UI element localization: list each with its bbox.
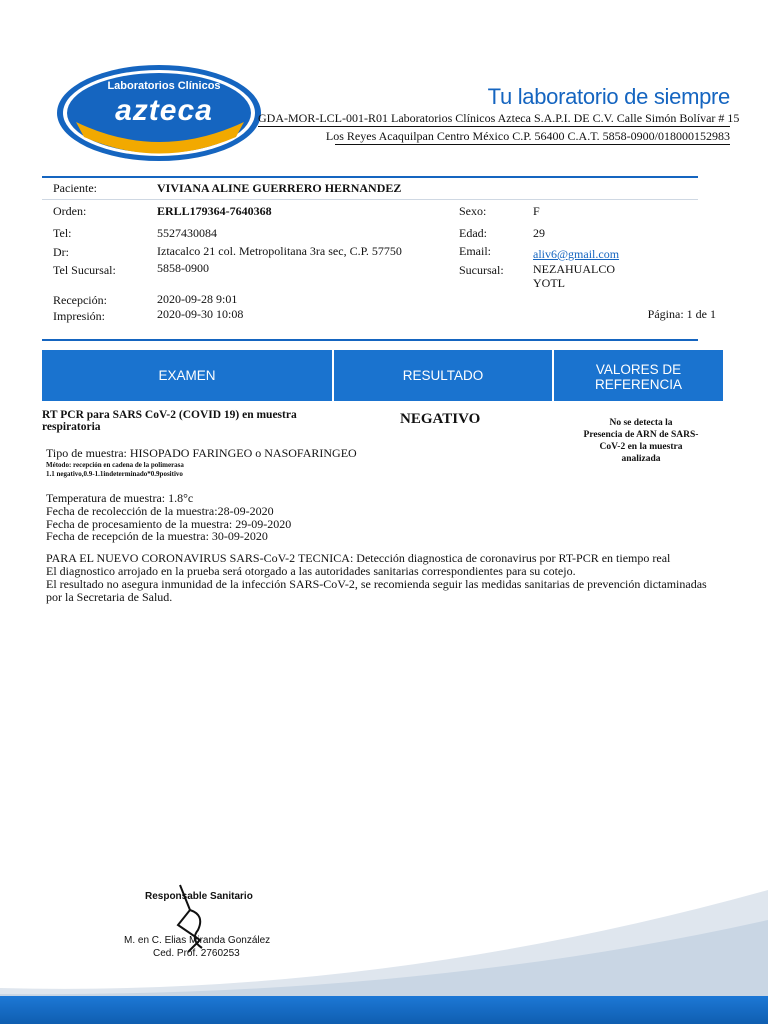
reference-line-1: No se detecta la [609,418,673,428]
nota-line-2: El diagnostico arrojado en la prueba será otorgado a las autoridades sanitarias correspondientes para su cotejo. [46,564,576,578]
nota-line-1: PARA EL NUEVO CORONAVIRUS SARS-CoV-2 TECNICA: Detección diagnostica de coronavirus por RT-PCR en tiempo real [46,551,671,565]
signature-name: M. en C. Elias Miranda González [124,935,271,946]
exam-title-line-2: respiratoria [42,421,101,433]
metodo-line-2: 1.1 negativo,0.9-1.1indeterminado*0.9positivo [46,470,183,478]
recepcion-label: Recepción: [53,293,107,307]
dr-label: Dr: [53,245,69,259]
tel-value: 5527430084 [157,226,217,240]
nota-line-3: El resultado no asegura inmunidad de la infección SARS-CoV-2, se recomienda seguir las medidas sanitarias de prevención dictaminadas [46,577,707,591]
fecha-procesamiento: Fecha de procesamiento de la muestra: 29-09-2020 [46,517,292,531]
exam-title-line-1: RT PCR para SARS CoV-2 (COVID 19) en muestra [42,409,297,421]
sucursal-value-1: NEZAHUALCO [533,262,615,276]
orden-value: ERLL179364-7640368 [157,204,272,218]
tagline: Tu laboratorio de siempre [487,84,730,109]
logo-brand-text: azteca [115,94,213,127]
resultado-header: RESULTADO [402,368,484,383]
sucursal-value-2: YOTL [533,276,565,290]
footer-wave [0,860,768,1000]
reference-line-2: Presencia de ARN de SARS- [583,430,699,440]
paciente-label: Paciente: [53,181,97,195]
paciente-underline [42,199,698,200]
address-underline-1 [258,126,730,127]
impresion-label: Impresión: [53,309,105,323]
recepcion-value: 2020-09-28 9:01 [157,292,238,306]
edad-label: Edad: [459,226,487,240]
address-underline-2 [335,144,730,145]
fecha-recoleccion: Fecha de recolección de la muestra:28-09-2020 [46,504,274,518]
top-divider [42,176,698,178]
sexo-label: Sexo: [459,204,487,218]
valores-header-2: REFERENCIA [594,377,682,392]
tel-label: Tel: [53,226,72,240]
dr-value: Iztacalco 21 col. Metropolitana 3ra sec, C.P. 57750 [157,244,402,258]
valores-header-1: VALORES DE [595,362,682,377]
logo-top-text: Laboratorios Clínicos [107,80,221,92]
examen-header: EXAMEN [158,368,216,383]
tel-sucursal-label: Tel Sucursal: [53,263,116,277]
footer-bar [0,996,768,1024]
address-line-2: Los Reyes Acaquilpan Centro México C.P. 56400 C.A.T. 5858-0900/018000152983 [325,129,730,143]
nota-line-4: por la Secretaria de Salud. [46,590,173,604]
tel-sucursal-value: 5858-0900 [157,261,209,275]
signature-title: Responsable Sanitario [145,891,253,902]
address-line-1: GDA-MOR-LCL-001-R01 Laboratorios Clínicos Azteca S.A.P.I. DE C.V. Calle Simón Bolívar # 15 [258,111,740,125]
reference-line-3: CoV-2 en la muestra [599,442,683,452]
temperatura: Temperatura de muestra: 1.8°c [46,491,194,505]
tipo-muestra: Tipo de muestra: HISOPADO FARINGEO o NASOFARINGEO [46,446,357,460]
edad-value: 29 [533,226,545,240]
fecha-recepcion: Fecha de recepción de la muestra: 30-09-2020 [46,529,268,543]
paciente-value: VIVIANA ALINE GUERRERO HERNANDEZ [157,181,402,195]
signature-cedula: Ced. Prof. 2760253 [153,948,240,959]
email-label: Email: [459,244,491,258]
page-number: Página: 1 de 1 [647,307,716,321]
reference-line-4: analizada [621,454,661,464]
impresion-value: 2020-09-30 10:08 [157,307,244,321]
email-link[interactable]: aliv6@gmail.com [533,247,620,261]
orden-label: Orden: [53,204,87,218]
metodo-line-1: Método: recepción en cadena de la polimerasa [46,461,184,469]
sucursal-label: Sucursal: [459,263,504,277]
middle-divider [42,339,698,341]
exam-result: NEGATIVO [400,411,481,427]
sexo-value: F [533,204,540,218]
